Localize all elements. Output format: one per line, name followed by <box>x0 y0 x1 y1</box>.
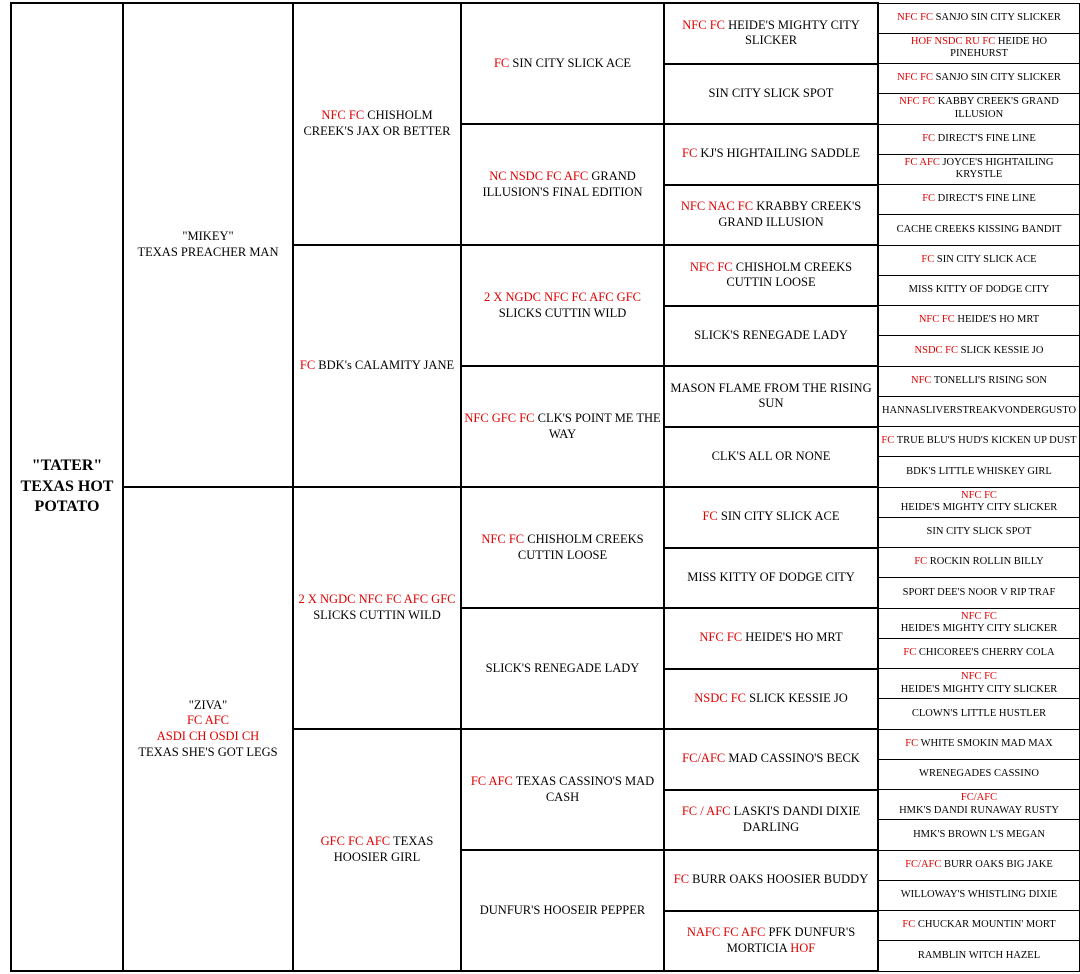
gen4-ancestor-name: SIN CITY SLICK SPOT <box>708 85 834 100</box>
grandparent-name: TEXAS HOOSIER GIRL <box>333 834 434 864</box>
gen5-ancestor-titles: FC/AFC <box>960 792 998 804</box>
great-grandparent-cell <box>461 3 664 124</box>
gen4-ancestor-name: HEIDE'S HO MRT <box>745 630 843 645</box>
gen5-ancestor-name: SPORT DEE'S NOOR V RIP TRAF <box>902 586 1056 598</box>
subject-line1: "TATER" <box>31 456 103 474</box>
gen5-ancestor-cell <box>878 306 1080 336</box>
great-grandparent-name: SLICKS CUTTIN WILD <box>498 305 627 320</box>
gen5-ancestor-name: CHICOREE'S CHERRY COLA <box>918 647 1055 659</box>
gen5-ancestor-cell <box>878 669 1080 699</box>
gen4-ancestor-cell <box>664 3 878 64</box>
gen4-ancestor-name: MISS KITTY OF DODGE CITY <box>687 569 855 584</box>
gen4-ancestor-cell <box>664 124 878 185</box>
gen5-ancestor-cell <box>878 759 1080 789</box>
gen5-ancestor-name: SIN CITY SLICK SPOT <box>926 526 1032 538</box>
gen5-ancestor-cell <box>878 517 1080 547</box>
gen5-ancestor-titles: FC <box>914 556 928 568</box>
great-grandparent-titles: NFC FC <box>481 531 525 546</box>
gen5-ancestor-cell <box>878 427 1080 457</box>
gen5-ancestor-name: SIN CITY SLICK ACE <box>936 253 1037 265</box>
gen4-ancestor-cell <box>664 790 878 851</box>
great-grandparent-name: SLICK'S RENEGADE LADY <box>485 660 640 675</box>
gen5-ancestor-cell <box>878 154 1080 184</box>
gen4-ancestor-cell <box>664 608 878 669</box>
gen4-ancestor-name: LASKI'S DANDI DIXIE DARLING <box>733 804 861 834</box>
dam-cell <box>123 487 293 971</box>
gen5-ancestor-cell <box>878 215 1080 245</box>
gen4-ancestor-name: CHISHOLM CREEKS CUTTIN LOOSE <box>726 259 853 290</box>
gen5-ancestor-name: DIRECT'S FINE LINE <box>937 132 1036 144</box>
gen5-ancestor-cell <box>878 880 1080 910</box>
great-grandparent-name: DUNFUR'S HOOSEIR PEPPER <box>479 902 646 917</box>
gen5-ancestor-cell <box>878 790 1080 820</box>
gen5-ancestor-cell <box>878 94 1080 124</box>
gen5-ancestor-cell <box>878 457 1080 487</box>
gen5-ancestor-cell <box>878 396 1080 426</box>
gen5-ancestor-name: SLICK KESSIE JO <box>960 344 1044 356</box>
great-grandparent-titles: FC <box>493 55 510 70</box>
gen4-ancestor-cell <box>664 64 878 125</box>
gen5-ancestor-name: JOYCE'S HIGHTAILING KRYSTLE <box>942 156 1054 181</box>
great-grandparent-name: CHISHOLM CREEKS CUTTIN LOOSE <box>517 531 644 562</box>
gen5-ancestor-titles: NSDC FC <box>914 344 958 356</box>
gen4-ancestor-name: PFK DUNFUR'S MORTICIA <box>726 925 856 955</box>
gen5-ancestor-name: RAMBLIN WITCH HAZEL <box>917 949 1041 961</box>
great-grandparent-titles: NC NSDC FC AFC <box>489 168 589 183</box>
gen5-ancestor-cell <box>878 487 1080 517</box>
great-grandparent-cell <box>461 850 664 971</box>
dam-title: ASDI CH OSDI CH <box>156 729 260 743</box>
gen4-ancestor-cell <box>664 850 878 911</box>
gen5-ancestor-cell <box>878 638 1080 668</box>
gen5-ancestor-titles: NFC FC <box>897 72 933 84</box>
gen5-ancestor-name: HEIDE'S MIGHTY CITY SLICKER <box>900 623 1058 635</box>
gen5-ancestor-titles: NFC FC <box>899 96 936 108</box>
grandparent-cell <box>293 487 461 729</box>
gen4-ancestor-titles: FC <box>673 872 690 887</box>
gen5-ancestor-name: CLOWN'S LITTLE HUSTLER <box>911 707 1047 719</box>
great-grandparent-titles: FC AFC <box>470 773 513 788</box>
gen4-ancestor-titles: FC <box>702 509 718 524</box>
gen4-ancestor-suffix: HOF <box>790 940 816 955</box>
grandparent-cell <box>293 3 461 245</box>
gen5-ancestor-titles: FC <box>922 193 936 205</box>
gen4-ancestor-name: MAD CASSINO'S BECK <box>728 751 860 766</box>
gen5-ancestor-name: MISS KITTY OF DODGE CITY <box>908 284 1050 296</box>
gen4-ancestor-cell <box>664 185 878 246</box>
gen4-ancestor-cell <box>664 911 878 972</box>
gen5-ancestor-name: TONELLI'S RISING SON <box>933 374 1047 386</box>
great-grandparent-name: SIN CITY SLICK ACE <box>512 55 632 70</box>
great-grandparent-cell <box>461 608 664 729</box>
gen4-ancestor-name: SIN CITY SLICK ACE <box>720 509 840 524</box>
gen4-ancestor-cell <box>664 427 878 488</box>
gen5-ancestor-name: HMK'S BROWN L'S MEGAN <box>913 828 1045 840</box>
gen5-ancestor-cell <box>878 699 1080 729</box>
gen5-ancestor-titles: NFC FC <box>961 671 997 683</box>
dam-name: TEXAS SHE'S GOT LEGS <box>138 744 278 759</box>
sire-nickname: "MIKEY" <box>182 229 234 244</box>
grandparent-name: BDK's CALAMITY JANE <box>318 358 455 373</box>
gen5-ancestor-name: WRENEGADES CASSINO <box>919 768 1039 780</box>
gen5-ancestor-titles: NFC FC <box>961 489 997 501</box>
gen5-ancestor-cell <box>878 578 1080 608</box>
gen5-ancestor-name: BDK'S LITTLE WHISKEY GIRL <box>906 465 1052 477</box>
gen5-ancestor-name: HEIDE'S HO MRT <box>957 314 1040 326</box>
gen5-ancestor-name: HEIDE'S MIGHTY CITY SLICKER <box>900 683 1058 695</box>
gen4-ancestor-titles: NAFC FC AFC <box>686 925 766 940</box>
gen5-ancestor-cell <box>878 185 1080 215</box>
gen5-ancestor-titles: HOF NSDC RU FC <box>910 35 996 47</box>
gen4-ancestor-titles: FC/AFC <box>682 751 726 766</box>
sire-cell <box>123 3 293 487</box>
gen5-ancestor-cell <box>878 548 1080 578</box>
subject-dog-cell <box>11 3 123 971</box>
gen5-ancestor-name: BURR OAKS BIG JAKE <box>944 858 1053 870</box>
gen5-ancestor-cell <box>878 366 1080 396</box>
great-grandparent-cell <box>461 487 664 608</box>
gen5-ancestor-titles: NFC FC <box>897 11 933 23</box>
gen5-ancestor-titles: NFC <box>911 374 932 386</box>
gen5-ancestor-name: HMK'S DANDI RUNAWAY RUSTY <box>899 804 1059 816</box>
gen4-ancestor-name: MASON FLAME FROM THE RISING SUN <box>670 380 872 411</box>
gen4-ancestor-titles: FC / AFC <box>681 804 731 819</box>
gen4-ancestor-cell <box>664 306 878 367</box>
dam-title: FC AFC <box>186 713 230 728</box>
pedigree-table <box>10 2 1080 972</box>
grandparent-titles: FC <box>299 358 316 373</box>
gen5-ancestor-name: TRUE BLU'S HUD'S KICKEN UP DUST <box>896 435 1077 447</box>
gen5-ancestor-name: CHUCKAR MOUNTIN' MORT <box>917 919 1056 931</box>
gen4-ancestor-titles: NFC FC <box>682 17 725 32</box>
gen5-ancestor-name: DIRECT'S FINE LINE <box>937 193 1036 205</box>
grandparent-name: CHISHOLM CREEK'S JAX OR BETTER <box>303 108 451 138</box>
gen5-ancestor-titles: FC <box>902 919 916 931</box>
gen4-ancestor-cell <box>664 366 878 427</box>
gen5-ancestor-name: SANJO SIN CITY SLICKER <box>935 72 1061 84</box>
great-grandparent-cell <box>461 366 664 487</box>
gen5-ancestor-cell <box>878 911 1080 941</box>
gen4-ancestor-cell <box>664 669 878 730</box>
grandparent-cell <box>293 729 461 971</box>
gen5-ancestor-name: WHITE SMOKIN MAD MAX <box>920 737 1053 749</box>
subject-line2: TEXAS HOT POTATO <box>20 477 114 516</box>
gen4-ancestor-name: KRABBY CREEK'S GRAND ILLUSION <box>718 199 862 229</box>
grandparent-cell <box>293 245 461 487</box>
grandparent-titles: 2 X NGDC NFC FC AFC GFC <box>298 592 456 607</box>
grandparent-titles: GFC FC AFC <box>320 834 391 849</box>
gen5-ancestor-cell <box>878 941 1080 971</box>
gen5-ancestor-cell <box>878 124 1080 154</box>
dam-nickname: "ZIVA" <box>188 697 228 712</box>
gen4-ancestor-name: SLICK'S RENEGADE LADY <box>694 327 848 342</box>
gen5-ancestor-titles: FC <box>922 132 936 144</box>
gen5-ancestor-cell <box>878 33 1080 63</box>
great-grandparent-cell <box>461 124 664 245</box>
gen5-ancestor-titles: FC <box>903 647 917 659</box>
gen4-ancestor-name: SLICK KESSIE JO <box>749 690 848 705</box>
gen5-ancestor-titles: NFC FC <box>918 314 955 326</box>
gen4-ancestor-cell <box>664 548 878 609</box>
gen4-ancestor-name: BURR OAKS HOOSIER BUDDY <box>692 872 869 887</box>
great-grandparent-cell <box>461 729 664 850</box>
gen4-ancestor-cell <box>664 729 878 790</box>
gen5-ancestor-name: HANNASLIVERSTREAKVONDERGUSTO <box>881 405 1077 417</box>
great-grandparent-name: CLK'S POINT ME THE WAY <box>537 410 661 441</box>
gen5-ancestor-titles: NFC FC <box>961 610 997 622</box>
gen5-ancestor-titles: FC AFC <box>904 156 940 168</box>
gen5-ancestor-titles: FC <box>881 435 895 447</box>
gen5-ancestor-cell <box>878 3 1080 33</box>
great-grandparent-titles: NFC GFC FC <box>464 410 535 425</box>
gen5-ancestor-cell <box>878 336 1080 366</box>
gen4-ancestor-name: KJ'S HIGHTAILING SADDLE <box>700 146 860 161</box>
gen5-ancestor-titles: FC/AFC <box>905 858 942 870</box>
great-grandparent-name: TEXAS CASSINO'S MAD CASH <box>515 773 655 804</box>
grandparent-name: SLICKS CUTTIN WILD <box>313 608 441 622</box>
gen5-ancestor-cell <box>878 64 1080 94</box>
great-grandparent-titles: 2 X NGDC NFC FC AFC GFC <box>484 289 641 304</box>
great-grandparent-cell <box>461 245 664 366</box>
gen5-ancestor-titles: FC <box>921 253 935 265</box>
gen5-ancestor-cell <box>878 820 1080 850</box>
gen4-ancestor-titles: NFC FC <box>689 259 733 274</box>
great-grandparent-name: GRAND ILLUSION'S FINAL EDITION <box>482 168 643 199</box>
gen5-ancestor-cell <box>878 245 1080 275</box>
gen4-ancestor-cell <box>664 245 878 306</box>
gen5-ancestor-cell <box>878 729 1080 759</box>
gen4-ancestor-titles: NSDC FC <box>694 690 746 705</box>
gen4-ancestor-name: HEIDE'S MIGHTY CITY SLICKER <box>728 17 860 48</box>
gen4-ancestor-titles: NFC FC <box>699 630 743 645</box>
gen5-ancestor-name: ROCKIN ROLLIN BILLY <box>929 556 1044 568</box>
gen5-ancestor-cell <box>878 608 1080 638</box>
gen5-ancestor-name: KABBY CREEK'S GRAND ILLUSION <box>937 96 1059 120</box>
gen4-ancestor-name: CLK'S ALL OR NONE <box>711 448 831 463</box>
gen4-ancestor-titles: NFC NAC FC <box>680 199 754 214</box>
grandparent-titles: NFC FC <box>321 108 365 123</box>
gen5-ancestor-name: SANJO SIN CITY SLICKER <box>935 11 1061 23</box>
gen5-ancestor-cell <box>878 275 1080 305</box>
gen5-ancestor-cell <box>878 850 1080 880</box>
sire-name: TEXAS PREACHER MAN <box>137 245 279 259</box>
gen4-ancestor-titles: FC <box>682 146 698 161</box>
gen5-ancestor-name: HEIDE HO PINEHURST <box>950 35 1048 60</box>
gen5-ancestor-titles: FC <box>905 737 919 749</box>
gen4-ancestor-cell <box>664 487 878 548</box>
gen5-ancestor-name: WILLOWAY'S WHISTLING DIXIE <box>900 889 1058 901</box>
gen5-ancestor-name: CACHE CREEKS KISSING BANDIT <box>896 223 1062 235</box>
gen5-ancestor-name: HEIDE'S MIGHTY CITY SLICKER <box>900 502 1058 514</box>
